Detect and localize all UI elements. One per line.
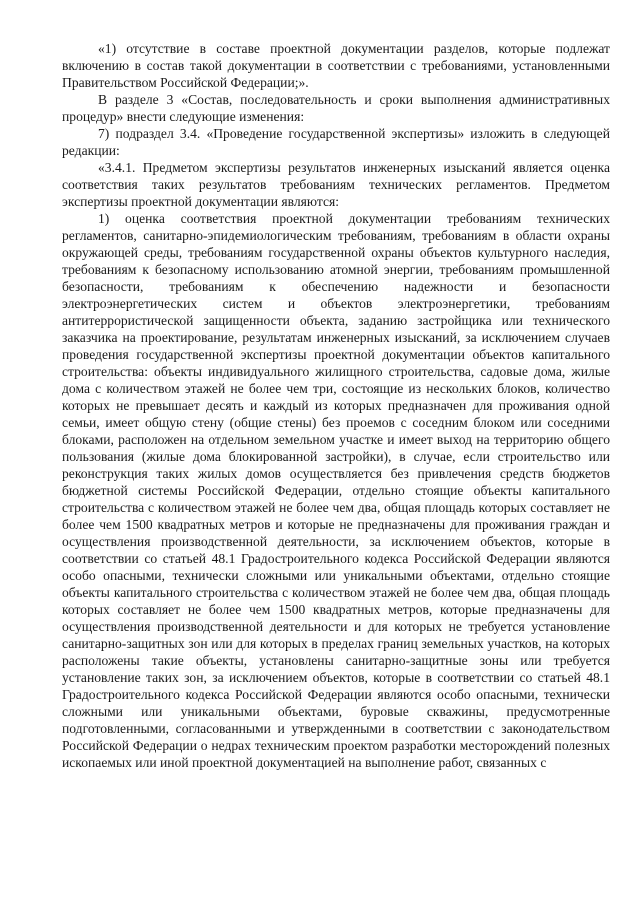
- paragraph-item-7: 7) подраздел 3.4. «Проведение государственной экспертизы» изложить в следующей редакции:: [62, 126, 610, 158]
- paragraph-section-3-intro: В разделе 3 «Состав, последовательность и сроки выполнения административных процедур» внести следующие изменения:: [62, 92, 610, 124]
- paragraph-subitem-1: 1) оценка соответствия проектной документации требованиям технических регламентов, санитарно-эпидемиологическим требованиям, требованиям в области охраны окружающей среды, требованиям государственной охраны объектов культурного наследия, требованиям к безопасному использованию атомной энергии, требованиям промышленной безопасности, требованиям к обеспечению надежности и безопасности электроэнергетических систем и объектов электроэнергетики, требованиям антитеррористической защищенности объекта, заданию застройщика или технического заказчика на проектирование, результатам инженерных изысканий, за исключением случаев проведения государственной экспертизы проектной документации объектов капитального строительства: объекты индивидуального жилищного строительства, садовые дома, жилые дома с количеством этажей не более чем три, состоящие из нескольких блоков, количество которых не превышает десять и каждый из которых предназначен для проживания одной семьи, имеет общую стену (общие стены) без проемов с соседним блоком или соседними блоками, расположен на отдельном земельном участке и имеет выход на территорию общего пользования (жилые дома блокированной застройки), в случае, если строительство или реконструкция таких жилых домов осуществляется без привлечения средств бюджетов бюджетной системы Российской Федерации, отдельно стоящие объекты капитального строительства с количеством этажей не более чем два, общая площадь которых составляет не более чем 1500 квадратных метров и которые не предназначены для проживания граждан и осуществления производственной деятельности, за исключением объектов, которые в соответствии со статьей 48.1 Градостроительного кодекса Российской Федерации являются особо опасными, технически сложными или уникальными объектами, отдельно стоящие объекты капитального строительства с количеством этажей не более чем два, общая площадь которых составляет не более чем 1500 квадратных метров, которые предназначены для осуществления производственной деятельности и для которых не требуется установление санитарно-защитных зон или для которых в пределах границ земельных участков, на которых расположены такие объекты, установлены санитарно-защитные зоны или требуется установление таких зон, за исключением объектов, которые в соответствии со статьей 48.1 Градостроительного кодекса Российской Федерации являются особо опасными, технически сложными или уникальными объектами, буровые скважины, предусмотренные подготовленными, согласованными и утвержденными в соответствии с законодательством Российской Федерации о недрах техническим проектом разработки месторождений полезных ископаемых или иной проектной документацией на выполнение работ, связанных с: [62, 211, 610, 770]
- paragraph-clause-1-amendment: «1) отсутствие в составе проектной документации разделов, которые подлежат включению в состав такой документации в соответствии с требованиями, установленными Правительством Российской Федерации;».: [62, 41, 610, 90]
- document-body: [62, 40, 610, 771]
- paragraph-3-4-1: «3.4.1. Предметом экспертизы результатов инженерных изысканий является оценка соответствия таких результатов требованиям технических регламентов. Предметом экспертизы проектной документации являются:: [62, 160, 610, 209]
